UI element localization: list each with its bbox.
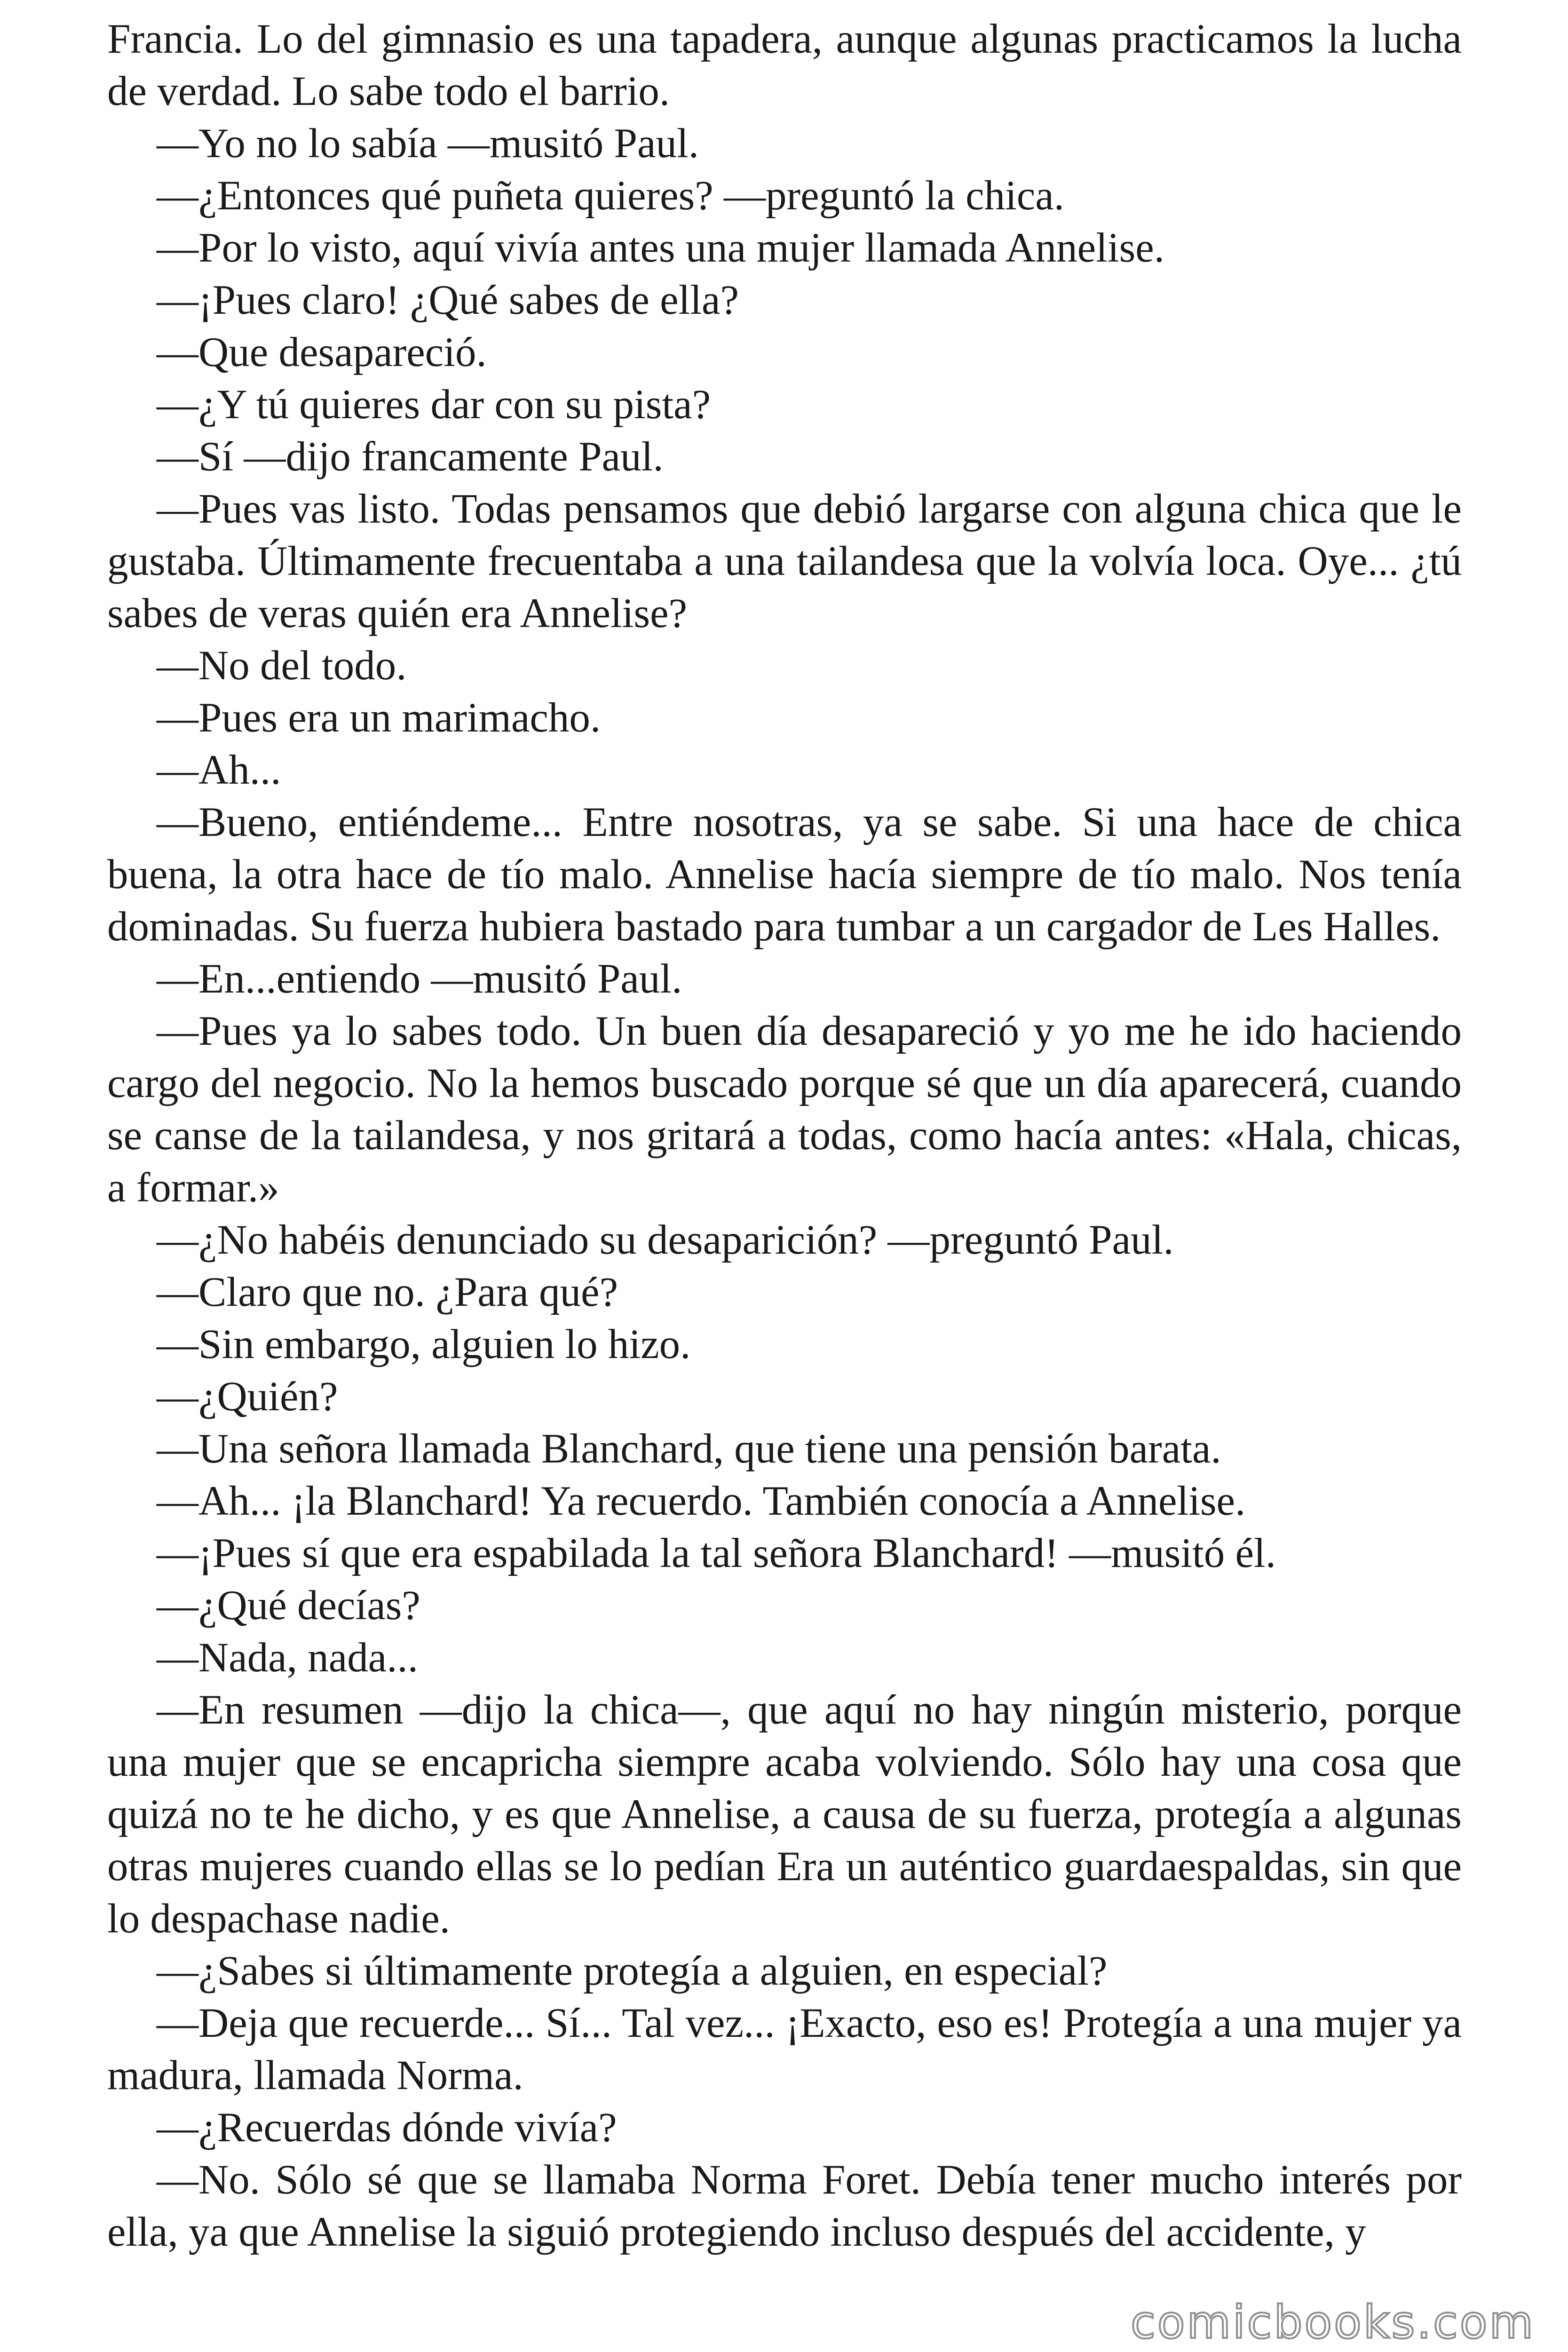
paragraph: —¿No habéis denunciado su desaparición? —preguntó Paul. (157, 1217, 1174, 1263)
paragraph: —En...entiendo —musitó Paul. (157, 956, 682, 1002)
paragraph: —Ah... ¡la Blanchard! Ya recuerdo. También conocía a Annelise. (157, 1478, 1246, 1524)
paragraph: —¿Recuerdas dónde vivía? (157, 2105, 617, 2151)
paragraph: —Deja que recuerde... Sí... Tal vez... ¡Exacto, eso es! Protegía a una mujer ya madura, llamada Norma. (107, 2000, 1462, 2098)
paragraph: —¿Qué decías? (157, 1582, 420, 1629)
paragraph: —No del todo. (157, 643, 407, 689)
document-page (107, 13, 1462, 2258)
paragraph: —Pues vas listo. Todas pensamos que debió largarse con alguna chica que le gustaba. Últimamente frecuentaba a una tailandesa que la volvía loca. Oye... ¿tú sabes de veras quién era Annelise? (107, 486, 1462, 636)
paragraph: —Pues era un marimacho. (157, 695, 601, 741)
paragraph: —¡Pues sí que era espabilada la tal señora Blanchard! —musitó él. (157, 1530, 1276, 1576)
paragraph: —Sí —dijo francamente Paul. (157, 434, 664, 480)
paragraph: —Pues ya lo sabes todo. Un buen día desapareció y yo me he ido haciendo cargo del negocio. No la hemos buscado porque sé que un día aparecerá, cuando se canse de la tailandesa, y nos gritará a todas, como hacía antes: «Hala, chicas, a formar.» (107, 1008, 1462, 1211)
paragraph: —No. Sólo sé que se llamaba Norma Foret. Debía tener mucho interés por ella, ya que Annelise la siguió protegiendo incluso después del accidente, y (107, 2157, 1462, 2255)
paragraph: —Que desapareció. (157, 329, 487, 375)
paragraph: —¿Entonces qué puñeta quieres? —preguntó la chica. (157, 173, 1065, 219)
paragraph: —Nada, nada... (157, 1635, 419, 1681)
paragraph: —En resumen —dijo la chica—, que aquí no hay ningún misterio, porque una mujer que se encapricha siempre acaba volviendo. Sólo hay una cosa que quizá no te he dicho, y es que Annelise, a causa de su fuerza, protegía a algunas otras mujeres cuando ellas se lo pedían Era un auténtico guardaespaldas, sin que lo despachase nadie. (107, 1687, 1462, 1942)
paragraph: —¡Pues claro! ¿Qué sabes de ella? (157, 277, 739, 323)
paragraph: —Claro que no. ¿Para qué? (157, 1269, 618, 1315)
paragraph: —Yo no lo sabía —musitó Paul. (157, 120, 699, 167)
watermark: comicbooks.com (1130, 2296, 1535, 2349)
paragraph: —Por lo visto, aquí vivía antes una mujer llamada Annelise. (157, 225, 1164, 271)
paragraph: —¿Sabes si últimamente protegía a alguien, en especial? (157, 1948, 1108, 1994)
paragraph: Francia. Lo del gimnasio es una tapadera, aunque algunas practicamos la lucha de verdad. Lo sabe todo el barrio. (107, 16, 1462, 114)
paragraph: —¿Y tú quieres dar con su pista? (157, 381, 711, 428)
paragraph: —¿Quién? (157, 1374, 338, 1420)
paragraph: —Una señora llamada Blanchard, que tiene una pensión barata. (157, 1426, 1221, 1472)
paragraph: —Sin embargo, alguien lo hizo. (157, 1321, 691, 1367)
paragraph: —Ah... (157, 747, 281, 793)
paragraph: —Bueno, entiéndeme... Entre nosotras, ya se sabe. Si una hace de chica buena, la otra hace de tío malo. Annelise hacía siempre de tío malo. Nos tenía dominadas. Su fuerza hubiera bastado para tumbar a un cargador de Les Halles. (107, 799, 1462, 950)
